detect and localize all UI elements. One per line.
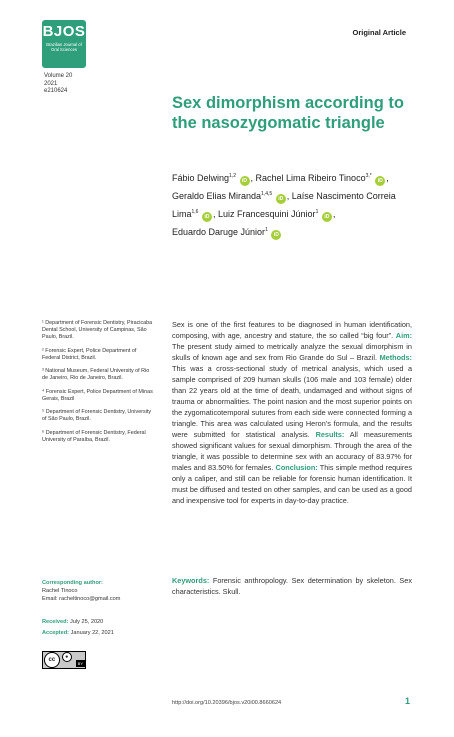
keywords-label: Keywords:	[172, 576, 210, 585]
author: Eduardo Daruge Júnior$^1$ iD	[172, 227, 282, 237]
accepted-label: Accepted:	[42, 629, 70, 636]
orcid-icon[interactable]: iD	[202, 212, 212, 222]
article-title: Sex dimorphism according to the nasozygomatic triangle	[172, 94, 404, 132]
affiliation: ¹ Department of Forensic Dentistry, Piracicaba Dental School, University of Campinas, São Paulo, Brazil.	[42, 320, 153, 340]
year: 2021	[44, 80, 58, 87]
affiliation: ² Forensic Expert, Police Department of Federal District, Brazil.	[42, 347, 137, 361]
affiliation: ⁶ Department of Forensic Dentistry, Federal University of Paraíba, Brazil.	[42, 429, 146, 443]
journal-meta	[44, 73, 72, 96]
logo-subtitle: Brazilian Journal of Oral Sciences	[46, 42, 82, 52]
by-label: BY	[77, 661, 83, 666]
corresponding-email[interactable]: Email: racheltinoco@gmail.com	[42, 596, 121, 602]
corresponding-name: Rachel Tinoco	[42, 588, 78, 594]
orcid-icon[interactable]: iD	[240, 176, 250, 186]
author: Geraldo Elias Miranda$^{1,4,5}$ iD	[172, 191, 287, 201]
affiliation: ⁴ Forensic Expert, Police Department of Minas Gerais, Brazil	[42, 388, 153, 402]
affiliation: ³ National Museum, Federal University of Rio de Janeiro, Rio de Janeiro, Brazil.	[42, 368, 150, 381]
orcid-icon[interactable]: iD	[375, 176, 385, 186]
abstract-methods: This was a cross-sectional study of metrical analysis, which used a sample comprised of 209 human skulls (106 male and 103 female) older than 22 years old at the time of death, undamaged and without signs of trauma or abnormalities. The point nasion and the most superior points on the zygomaticotemporal sutures from each side were connected forming a triangle. This area was calculated using Heron’s formula, and the results were submitted for statistical analysis.	[172, 364, 412, 439]
logo-text: BJOS	[42, 23, 86, 40]
orcid-icon[interactable]: iD	[271, 230, 281, 240]
results-label: Results:	[315, 430, 345, 439]
keywords	[172, 575, 412, 597]
cc-icon: cc	[44, 652, 60, 668]
keywords-text: Forensic anthropology. Sex determination by skeleton. Sex characteristics. Skull.	[172, 576, 413, 596]
orcid-icon[interactable]: iD	[276, 194, 286, 204]
article-dates	[42, 617, 172, 638]
doi-link[interactable]: http://doi.org/10.20396/bjos.v20i00.8660624	[172, 700, 282, 706]
affiliation: ⁵ Department of Forensic Dentistry, University of São Paulo, Brazil.	[42, 409, 152, 422]
received-date: July 25, 2020	[70, 619, 104, 625]
conclusion-label: Conclusion:	[275, 463, 318, 472]
aim-label: Aim:	[395, 331, 413, 340]
abstract-aim: The present study aimed to metrically analyze the sexual dimorphism in skulls of known age and sex from Rio Grande do Sul – Brazil.	[172, 342, 412, 362]
author: Rachel Lima Ribeiro Tinoco$^{3,*}$ iD	[256, 173, 387, 183]
corresponding-label: Corresponding author:	[42, 580, 103, 586]
attribution-icon: ●	[62, 652, 72, 662]
affiliations	[42, 320, 154, 450]
abstract	[172, 319, 412, 506]
author: Luiz Francesquini Júnior$^1$ iD	[218, 209, 333, 219]
article-id: e210624	[44, 88, 68, 94]
author: Laíse Nascimento Correia Lima$^{1,6}$ iD	[172, 191, 396, 220]
abstract-conclusion: This simple method requires only a caliper, and still can be reliable for forensic human identification. It must be diffused and tested on other samples, and can be used as a good and inexpensive tool for experts in day-to-day practice.	[172, 463, 412, 505]
volume: Volume 20	[44, 73, 73, 79]
journal-logo	[42, 20, 86, 68]
received-label: Received:	[42, 619, 69, 625]
orcid-icon[interactable]: iD	[322, 212, 332, 222]
methods-label: Methods:	[379, 353, 412, 362]
abstract-results: All measurements showed significant values for sexual dimorphism. Through the area of the triangle, it was possible to determine sex with an accuracy of 83.97% for males and 83.50% for females.	[172, 430, 413, 472]
abstract-intro: Sex is one of the first features to be diagnosed in human identification, composing, with age, ancestry and stature, the so called “big four”.	[172, 320, 412, 340]
page-number: 1	[404, 696, 410, 706]
cc-by-license-badge[interactable]	[42, 651, 86, 669]
author-list: Fábio Delwing$^{1,2}$ iD , Rachel Lima Ribeiro Tinoco$^{3,*}$ iD , Geraldo Elias Miranda$^{1,4,5}$ iD , Laíse Nascimento Correia Lima$^{1,6}$ iD , Luiz Francesquini Júnior$^1$ iD , Eduardo Daruge Júnior$^1$ iD	[172, 173, 396, 238]
article-type: Original Article	[352, 28, 406, 37]
accepted-date: January 22, 2021	[70, 629, 114, 636]
author: Fábio Delwing$^{1,2}$ iD	[172, 173, 251, 183]
corresponding-author	[42, 579, 172, 603]
